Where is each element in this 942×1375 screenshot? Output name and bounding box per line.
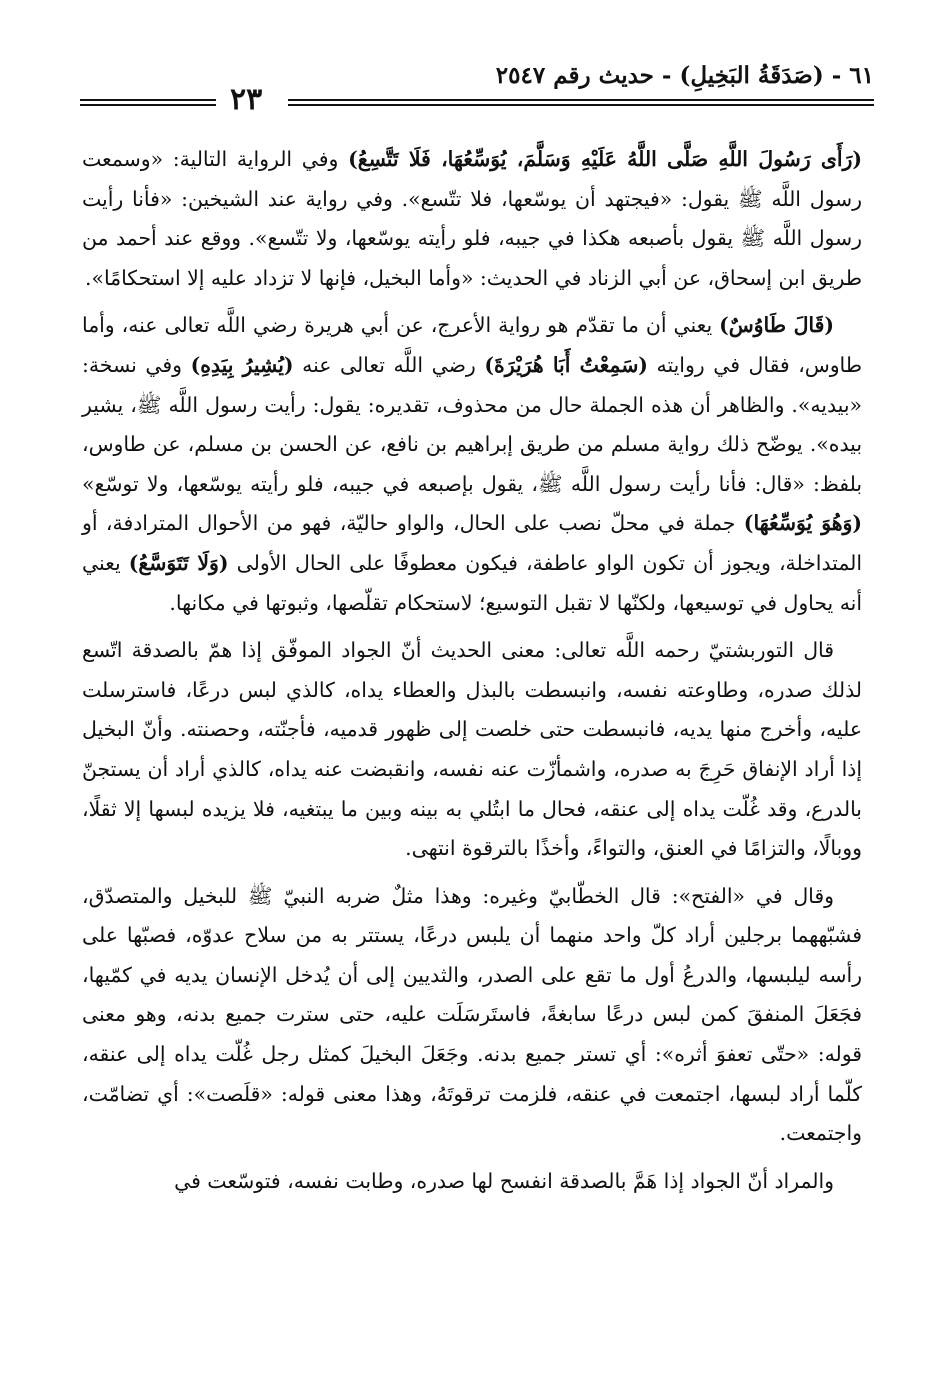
commentary-text: وقال في «الفتح»: قال الخطّابيّ وغيره: وهذا مثلٌ ضربه النبيّ ﷺ للبخيل والمتصدّق، فشبّههما برجلين أراد كلّ واحد منهما أن يلبس درعًا، يستتر به من سلاح عدوّه، فصبّها على رأسه ليلبسها، والدرعُ أول ما تقع على الصدر، والثديين إلى أن يُدخل الإنسان يديه في كمّيها، فجَعَلَ المنفقَ كمن لبس درعًا سابغةً، فاستَرسَلَت عليه، حتى سترت جميع بدنه، وهو معنى قوله: «حتّى تعفوَ أثره»: أي تستر جميع بدنه. وجَعَلَ البخيلَ كمثل رجل غُلّت يداه إلى عنقه، كلّما أراد لبسها، اجتمعت في عنقه، فلزمت ترقوتَهُ، وهذا معنى قوله: «قلَصت»: أي تضامّت، واجتمعت. xyxy=(82,883,862,1146)
commentary-text: وفي نسخة: «بيديه». والظاهر أن هذه الجملة حال من محذوف، تقديره: يقول: رأيت رسول اللَّه ﷺ، يشير بيده». يوضّح ذلك رواية مسلم من طريق إبراهيم بن نافع، عن الحسن بن مسلم، عن طاوس، بلفظ: «قال: فأنا رأيت رسول اللَّه ﷺ، يقول بإصبعه في جيبه، فلو رأيته يوسّعها، ولا توسّع» xyxy=(82,352,862,496)
commentary-text: جملة في محلّ نصب على الحال، والواو حاليّة، فهو من الأحوال المترادفة، أو المتداخلة، ويجوز أن تكون الواو عاطفة، فيكون معطوفًا على الحال الأولى xyxy=(82,511,862,575)
paragraph xyxy=(82,1162,862,1202)
commentary-text: قال التوربشتيّ رحمه اللَّه تعالى: معنى الحديث أنّ الجواد الموفّق إذا همّ بالصدقة اتّسع لذلك صدره، وطاوعته نفسه، وانبسطت بالبذل والعطاء يداه، كالذي لبس درعًا، فاسترسلت عليه، وأخرج منها يديه، فانبسطت حتى خلصت إلى ظهور قدميه، فأجنّته، وحصنته. وأنّ البخيل إذا أراد الإنفاق حَرِجَ به صدره، واشمأزّت عنه نفسه، وانقبضت عنه يداه، كالذي أراد أن يستجنّ بالدرع، وقد غُلّت يداه إلى عنقه، فحال ما ابتُلي به بينه وبين ما يبتغيه، فلا يزيده لبسها إلا ثقلًا، ووبالًا، والتزامًا في العنق، والتواءً، وأخذًا بالترقوة انتهى. xyxy=(82,638,862,861)
quoted-hadith-text: (رَأَى رَسُولَ اللَّهِ صَلَّى اللَّهُ عَلَيْهِ وَسَلَّمَ، يُوَسِّعُهَا، فَلَا تَتَّسِعُ) xyxy=(348,147,862,171)
paragraph xyxy=(82,631,862,869)
header-rule-left xyxy=(80,99,216,106)
quoted-hadith-text: (يُشِيرُ بِيَدِهِ) xyxy=(190,352,294,377)
paragraph xyxy=(82,306,862,623)
quoted-hadith-text: (قَالَ طَاوُسٌ) xyxy=(719,313,835,338)
quoted-hadith-text: (وَلَا تَتَوَسَّعُ) xyxy=(128,550,229,575)
page-number: ٢٣ xyxy=(230,82,263,117)
commentary-text: رضي اللَّه تعالى عنه xyxy=(293,352,485,377)
body-text xyxy=(82,140,862,1201)
paragraph xyxy=(82,877,862,1154)
paragraph xyxy=(82,140,862,298)
running-header xyxy=(70,62,874,117)
commentary-text: يعني أنه يحاول في توسيعها، ولكنّها لا تقبل التوسيع؛ لاستحكام تقلّصها، وثبوتها في مكانها. xyxy=(82,550,862,615)
header-rule-right xyxy=(288,99,874,106)
quoted-hadith-text: (وَهُوَ يُوَسِّعُهَا) xyxy=(743,511,863,536)
quoted-hadith-text: (سَمِعْتُ أَبَا هُرَيْرَةَ) xyxy=(484,352,648,377)
header-title: ٦١ - (صَدَقَةُ البَخِيلِ) - حديث رقم ٢٥٤٧ xyxy=(495,62,874,89)
commentary-text: يعني أن ما تقدّم هو رواية الأعرج، عن أبي هريرة رضي اللَّه تعالى عنه، وأما طاوس، فقال في روايته xyxy=(82,313,862,377)
commentary-text: وفي الرواية التالية: «وسمعت رسول اللَّه ﷺ يقول: «فيجتهد أن يوسّعها، فلا تتّسع». وفي رواية عند الشيخين: «فأنا رأيت رسول اللَّه ﷺ يقول بأصبعه هكذا في جيبه، فلو رأيته يوسّعها، ولا تتّسع». ووقع عند أحمد من طريق ابن إسحاق، عن أبي الزناد في الحديث: «وأما البخيل، فإنها لا تزداد عليه إلا استحكامًا». xyxy=(82,147,862,290)
commentary-text: والمراد أنّ الجواد إذا هَمَّ بالصدقة انفسح لها صدره، وطابت نفسه، فتوسّعت في xyxy=(174,1168,834,1193)
